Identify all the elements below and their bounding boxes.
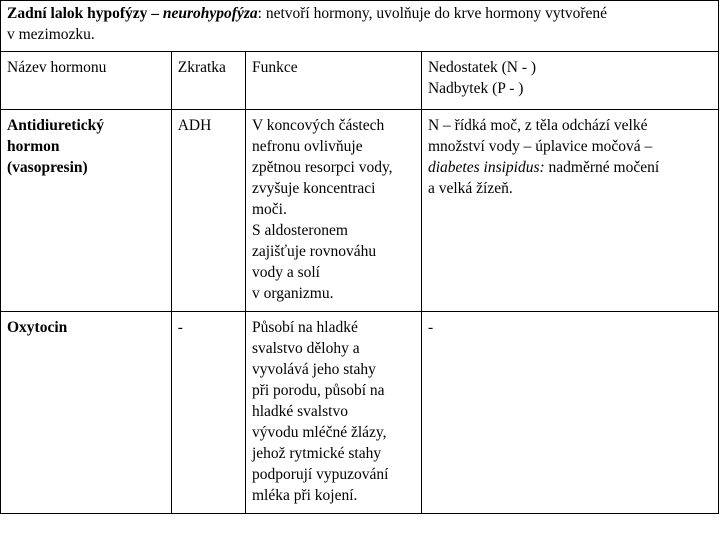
- row-adh-abbr: [171, 110, 245, 312]
- caption-rest-1: : netvoří hormony, uvolňuje do krve hormony vytvořené: [257, 5, 608, 22]
- header-name-label: Název hormonu: [7, 59, 107, 76]
- caption-bold-lead: Zadní lalok hypofýzy –: [7, 5, 163, 22]
- row-adh-name-line: (vasopresin): [7, 159, 88, 176]
- row-oxy-abbr-text: -: [177, 319, 183, 336]
- row-adh-effect-line: [428, 157, 714, 178]
- row-oxy-abbr: [171, 312, 245, 514]
- row-adh-abbr-text: ADH: [177, 117, 212, 134]
- row-adh-effect: [421, 110, 718, 312]
- row-adh-function-line: zajišťuje rovnováhu: [251, 243, 377, 260]
- row-adh-effect-line: množství vody – úplavice močová –: [427, 138, 653, 155]
- table-row: [1, 110, 719, 312]
- row-oxy-function: [245, 312, 421, 514]
- row-oxy-name-line: Oxytocin: [7, 319, 68, 336]
- row-oxy-function-line: mléka při kojení.: [251, 487, 358, 504]
- row-adh-effect-line: a velká žízeň.: [427, 180, 513, 197]
- caption-line-2: v mezimozku.: [7, 26, 95, 43]
- row-oxy-effect-text: -: [427, 319, 434, 336]
- row-adh-effect-line: N – řídká moč, z těla odchází velké: [427, 117, 648, 134]
- row-adh-function-line: vody a solí: [251, 264, 320, 281]
- row-adh-function-line: zvyšuje koncentraci: [251, 180, 376, 197]
- row-oxy-function-line: jehož rytmické stahy: [251, 445, 382, 462]
- row-oxy-name: [1, 312, 172, 514]
- row-oxy-function-line: hladké svalstvo: [251, 403, 348, 420]
- diabetes-insipidus-term: diabetes insipidus:: [427, 159, 545, 176]
- row-adh-function-line: S aldosteronem: [251, 222, 348, 239]
- header-row: [1, 52, 719, 110]
- header-function-label: Funkce: [251, 59, 298, 76]
- row-adh-function-line: v organizmu.: [251, 285, 334, 302]
- row-adh-function: [245, 110, 421, 312]
- row-adh-function-line: nefronu ovlivňuje: [251, 138, 363, 155]
- header-deficit-line-1: Nedostatek (N - ): [427, 59, 537, 76]
- row-adh-name-line: hormon: [7, 138, 60, 155]
- row-oxy-function-line: vývodu mléčné žlázy,: [251, 424, 387, 441]
- row-adh-function-line: V koncových částech: [251, 117, 385, 134]
- header-abbr-label: Zkratka: [177, 59, 226, 76]
- caption-row: [1, 1, 719, 52]
- row-oxy-effect: [421, 312, 718, 514]
- table-row: [1, 312, 719, 514]
- header-deficit-line-2: Nadbytek (P - ): [427, 80, 524, 97]
- row-oxy-function-line: při porodu, působí na: [251, 382, 385, 399]
- header-name: [1, 52, 172, 110]
- caption-term: neurohypofýza: [162, 5, 258, 22]
- row-oxy-function-line: Působí na hladké: [251, 319, 358, 336]
- row-adh-function-line: zpětnou resorpci vody,: [251, 159, 393, 176]
- row-adh-name: [1, 110, 172, 312]
- header-function: [245, 52, 421, 110]
- row-adh-function-line: moči.: [251, 201, 287, 218]
- header-abbr: [171, 52, 245, 110]
- row-oxy-function-line: vyvolává jeho stahy: [251, 361, 376, 378]
- row-oxy-function-line: svalstvo dělohy a: [251, 340, 360, 357]
- caption-line-1: [7, 3, 714, 24]
- header-deficit: [421, 52, 718, 110]
- row-adh-name-line: Antidiuretický: [7, 117, 105, 134]
- row-oxy-function-line: podporují vypuzování: [251, 466, 389, 483]
- caption-cell: [1, 1, 719, 52]
- row-adh-effect-rest: nadměrné močení: [544, 159, 660, 176]
